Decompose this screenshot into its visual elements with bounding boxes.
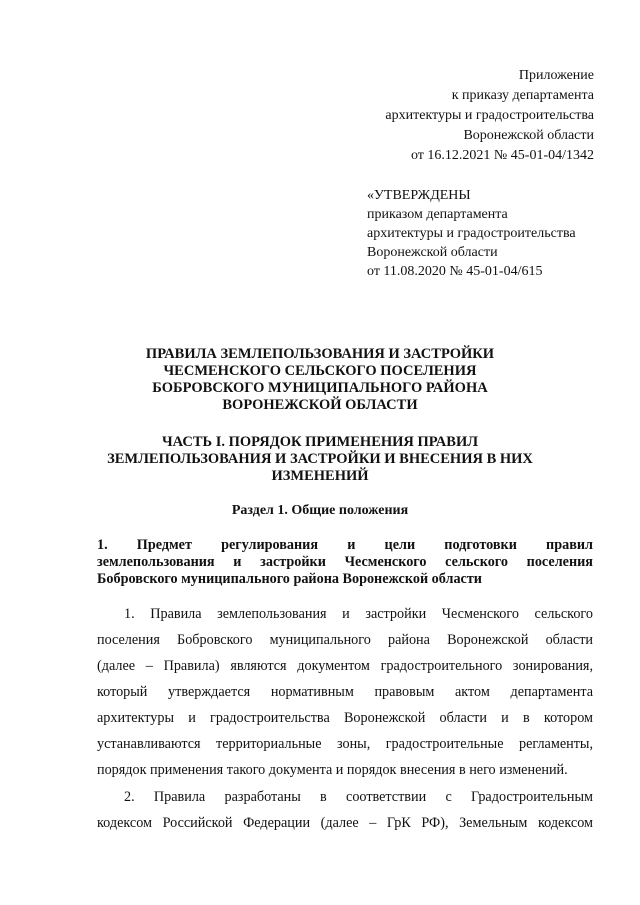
approved-block: [367, 186, 576, 281]
paragraph-line: архитектуры и градостроительства Воронежской области и в котором: [97, 710, 593, 726]
document-title: [0, 346, 640, 414]
article-heading: [97, 537, 593, 588]
section-heading-text: Раздел 1. Общие положения: [231, 503, 409, 518]
paragraph-line: 2. Правила разработаны в соответствии с Градостроительным: [124, 789, 593, 805]
appendix-block: [385, 66, 594, 166]
appendix-line: к приказу департамента: [451, 88, 594, 103]
approved-line: архитектуры и градостроительства: [367, 226, 576, 241]
appendix-line: Приложение: [518, 68, 594, 83]
part-heading: [0, 434, 640, 485]
approved-line: от 11.08.2020 № 45-01-04/615: [367, 264, 543, 279]
appendix-line: от 16.12.2021 № 45-01-04/1342: [410, 148, 594, 163]
paragraph-1: [97, 601, 593, 783]
article-line: Бобровского муниципального района Воронежской области: [97, 571, 482, 587]
part-line: ИЗМЕНЕНИЙ: [271, 468, 369, 484]
paragraph-line: который утверждается нормативным правовым актом департамента: [97, 684, 593, 700]
appendix-line: архитектуры и градостроительства: [385, 108, 594, 123]
title-line: ПРАВИЛА ЗЕМЛЕПОЛЬЗОВАНИЯ И ЗАСТРОЙКИ: [145, 346, 495, 362]
part-line: ЗЕМЛЕПОЛЬЗОВАНИЯ И ЗАСТРОЙКИ И ВНЕСЕНИЯ В НИХ: [107, 451, 533, 467]
title-line: ЧЕСМЕНСКОГО СЕЛЬСКОГО ПОСЕЛЕНИЯ: [163, 363, 477, 379]
paragraph-2: [97, 784, 593, 836]
title-line: ВОРОНЕЖСКОЙ ОБЛАСТИ: [222, 397, 418, 413]
article-line: 1. Предмет регулирования и цели подготовки правил: [97, 537, 593, 553]
paragraph-line: поселения Бобровского муниципального района Воронежской области: [97, 632, 593, 648]
section-heading: [0, 502, 640, 519]
approved-line: «УТВЕРЖДЕНЫ: [367, 188, 471, 203]
paragraph-line: (далее – Правила) являются документом градостроительного зонирования,: [97, 658, 593, 674]
paragraph-line: 1. Правила землепользования и застройки Чесменского сельского: [124, 606, 593, 622]
part-line: ЧАСТЬ I. ПОРЯДОК ПРИМЕНЕНИЯ ПРАВИЛ: [161, 434, 479, 450]
approved-line: Воронежской области: [367, 245, 498, 260]
paragraph-line: порядок применения такого документа и порядок внесения в него изменений.: [97, 762, 568, 778]
appendix-line: Воронежской области: [463, 128, 594, 143]
title-line: БОБРОВСКОГО МУНИЦИПАЛЬНОГО РАЙОНА: [152, 380, 488, 396]
article-line: землепользования и застройки Чесменского сельского поселения: [97, 554, 593, 570]
paragraph-line: устанавливаются территориальные зоны, градостроительные регламенты,: [97, 736, 593, 752]
paragraph-line: кодексом Российской Федерации (далее – ГрК РФ), Земельным кодексом: [97, 815, 593, 831]
approved-line: приказом департамента: [367, 207, 508, 222]
